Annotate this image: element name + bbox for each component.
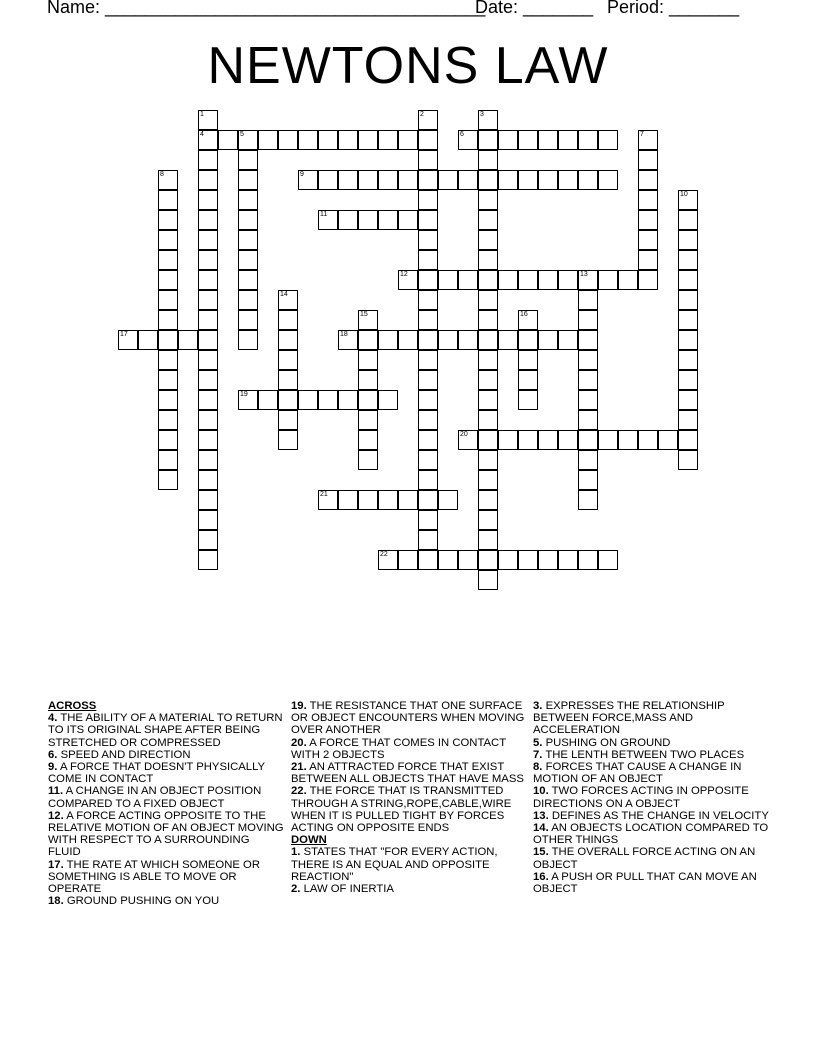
grid-cell[interactable] xyxy=(678,350,698,370)
grid-cell[interactable] xyxy=(638,230,658,250)
grid-cell[interactable] xyxy=(518,350,538,370)
grid-cell[interactable] xyxy=(558,270,578,290)
grid-cell[interactable] xyxy=(278,410,298,430)
grid-cell[interactable] xyxy=(578,170,598,190)
grid-cell[interactable] xyxy=(198,190,218,210)
grid-cell[interactable] xyxy=(538,330,558,350)
clue-across-6: 6. SPEED AND DIRECTION xyxy=(48,748,191,761)
grid-cell[interactable] xyxy=(178,330,198,350)
grid-cell[interactable] xyxy=(578,350,598,370)
grid-cell[interactable] xyxy=(478,390,498,410)
grid-cell[interactable] xyxy=(518,390,538,410)
grid-cell[interactable] xyxy=(278,130,298,150)
grid-cell[interactable] xyxy=(118,330,138,350)
grid-cell[interactable] xyxy=(198,230,218,250)
grid-cell[interactable] xyxy=(318,170,338,190)
grid-cell[interactable] xyxy=(418,270,438,290)
grid-cell[interactable] xyxy=(478,510,498,530)
grid-cell[interactable] xyxy=(398,270,418,290)
clue-down-1: 1. STATES THAT "FOR EVERY ACTION, THERE IS AN EQUAL AND OPPOSITE REACTION" xyxy=(291,846,498,883)
clue-down-16: 16. A PUSH OR PULL THAT CAN MOVE AN OBJECT xyxy=(533,870,757,896)
grid-cell[interactable] xyxy=(358,410,378,430)
clue-down-8: 8. FORCES THAT CAUSE A CHANGE IN MOTION OF AN OBJECT xyxy=(533,761,742,786)
grid-cell[interactable] xyxy=(478,130,498,150)
grid-cell[interactable] xyxy=(478,450,498,470)
grid-cell[interactable] xyxy=(478,430,498,450)
grid-cell[interactable] xyxy=(418,210,438,230)
grid-cell[interactable] xyxy=(578,390,598,410)
grid-cell[interactable] xyxy=(198,210,218,230)
grid-cell[interactable] xyxy=(198,330,218,350)
grid-cell[interactable] xyxy=(258,130,278,150)
grid-cell[interactable] xyxy=(678,230,698,250)
clue-across-12: 12. A FORCE ACTING OPPOSITE TO THE RELATIVE MOTION OF AN OBJECT MOVING WITH RESPECT TO A SURROUNDING FLUID xyxy=(48,809,284,859)
grid-cell[interactable] xyxy=(518,310,538,330)
clue-column-2 xyxy=(291,700,527,895)
grid-cell[interactable] xyxy=(198,430,218,450)
grid-cell[interactable] xyxy=(338,170,358,190)
grid-cell[interactable] xyxy=(418,470,438,490)
clue-across-22: 22. THE FORCE THAT IS TRANSMITTED THROUGH A STRING,ROPE,CABLE,WIRE WHEN IT IS PULLED TIGHT BY FORCES ACTING ON OPPOSITE ENDS xyxy=(291,785,512,835)
date-field-label[interactable]: Date: _______ xyxy=(475,0,594,17)
grid-cell[interactable] xyxy=(438,270,458,290)
grid-cell[interactable] xyxy=(478,210,498,230)
grid-cell[interactable] xyxy=(458,270,478,290)
clue-number: 7 xyxy=(640,131,644,138)
grid-cell[interactable] xyxy=(378,490,398,510)
period-field-label[interactable]: Period: _______ xyxy=(607,0,740,17)
clue-number: 2 xyxy=(420,111,424,118)
clue-number: 10 xyxy=(680,191,688,198)
grid-cell[interactable] xyxy=(538,170,558,190)
grid-cell[interactable] xyxy=(498,170,518,190)
grid-cell[interactable] xyxy=(378,170,398,190)
grid-cell[interactable] xyxy=(238,190,258,210)
grid-cell[interactable] xyxy=(238,230,258,250)
grid-cell[interactable] xyxy=(198,150,218,170)
grid-cell[interactable] xyxy=(278,290,298,310)
clue-down-7: 7. THE LENTH BETWEEN TWO PLACES xyxy=(533,748,745,761)
grid-cell[interactable] xyxy=(158,330,178,350)
grid-cell[interactable] xyxy=(578,290,598,310)
grid-cell[interactable] xyxy=(158,390,178,410)
grid-cell[interactable] xyxy=(578,470,598,490)
grid-cell[interactable] xyxy=(678,210,698,230)
grid-cell[interactable] xyxy=(398,130,418,150)
clue-across-9: 9. A FORCE THAT DOESN'T PHYSICALLY COME IN CONTACT xyxy=(48,761,265,786)
clue-across-20: 20. A FORCE THAT COMES IN CONTACT WITH 2 OBJECTS xyxy=(291,736,506,761)
across-heading: ACROSS xyxy=(48,700,97,712)
grid-cell[interactable] xyxy=(258,390,278,410)
grid-cell[interactable] xyxy=(598,170,618,190)
grid-cell[interactable] xyxy=(358,430,378,450)
grid-cell[interactable] xyxy=(478,310,498,330)
grid-cell[interactable] xyxy=(638,150,658,170)
grid-cell[interactable] xyxy=(158,210,178,230)
grid-cell[interactable] xyxy=(318,490,338,510)
grid-cell[interactable] xyxy=(538,270,558,290)
grid-cell[interactable] xyxy=(358,370,378,390)
grid-cell[interactable] xyxy=(358,130,378,150)
grid-cell[interactable] xyxy=(478,550,498,570)
grid-cell[interactable] xyxy=(678,310,698,330)
grid-cell[interactable] xyxy=(158,190,178,210)
grid-cell[interactable] xyxy=(458,170,478,190)
grid-cell[interactable] xyxy=(478,350,498,370)
grid-cell[interactable] xyxy=(658,430,678,450)
clue-number: 16 xyxy=(520,311,528,318)
grid-cell[interactable] xyxy=(578,450,598,470)
grid-cell[interactable] xyxy=(398,490,418,510)
grid-cell[interactable] xyxy=(358,210,378,230)
clue-down-3: 3. EXPRESSES THE RELATIONSHIP BETWEEN FORCE,MASS AND ACCELERATION xyxy=(533,700,725,737)
grid-cell[interactable] xyxy=(238,330,258,350)
grid-cell[interactable] xyxy=(478,530,498,550)
grid-cell[interactable] xyxy=(578,370,598,390)
grid-cell[interactable] xyxy=(158,170,178,190)
grid-cell[interactable] xyxy=(338,330,358,350)
grid-cell[interactable] xyxy=(518,330,538,350)
grid-cell[interactable] xyxy=(378,330,398,350)
clue-number: 4 xyxy=(200,131,204,138)
clue-number: 13 xyxy=(580,271,588,278)
clue-across-4: 4. THE ABILITY OF A MATERIAL TO RETURN TO ITS ORIGINAL SHAPE AFTER BEING STRETCHED OR COMPRESSED xyxy=(48,712,283,749)
grid-cell[interactable] xyxy=(558,170,578,190)
grid-cell[interactable] xyxy=(678,410,698,430)
grid-cell[interactable] xyxy=(398,550,418,570)
grid-cell[interactable] xyxy=(438,490,458,510)
grid-cell[interactable] xyxy=(418,530,438,550)
clue-number: 21 xyxy=(320,491,328,498)
grid-cell[interactable] xyxy=(418,410,438,430)
grid-cell[interactable] xyxy=(298,130,318,150)
grid-cell[interactable] xyxy=(398,330,418,350)
clue-number: 15 xyxy=(360,311,368,318)
grid-cell[interactable] xyxy=(278,390,298,410)
grid-cell[interactable] xyxy=(418,390,438,410)
clue-number: 6 xyxy=(460,131,464,138)
grid-cell[interactable] xyxy=(198,250,218,270)
grid-cell[interactable] xyxy=(458,430,478,450)
grid-cell[interactable] xyxy=(678,330,698,350)
grid-cell[interactable] xyxy=(338,390,358,410)
grid-cell[interactable] xyxy=(198,110,218,130)
grid-cell[interactable] xyxy=(498,330,518,350)
grid-cell[interactable] xyxy=(418,110,438,130)
grid-cell[interactable] xyxy=(418,430,438,450)
grid-cell[interactable] xyxy=(238,270,258,290)
grid-cell[interactable] xyxy=(498,550,518,570)
clue-down-2: 2. LAW OF INERTIA xyxy=(291,883,394,896)
grid-cell[interactable] xyxy=(238,310,258,330)
clue-number: 14 xyxy=(280,291,288,298)
grid-cell[interactable] xyxy=(318,390,338,410)
grid-cell[interactable] xyxy=(678,250,698,270)
clue-across-18: 18. GROUND PUSHING ON YOU xyxy=(48,895,220,908)
grid-cell[interactable] xyxy=(338,130,358,150)
grid-cell[interactable] xyxy=(478,110,498,130)
grid-cell[interactable] xyxy=(518,550,538,570)
clue-number: 11 xyxy=(320,211,328,218)
grid-cell[interactable] xyxy=(438,330,458,350)
grid-cell[interactable] xyxy=(278,430,298,450)
grid-cell[interactable] xyxy=(418,290,438,310)
grid-cell[interactable] xyxy=(198,450,218,470)
grid-cell[interactable] xyxy=(238,390,258,410)
grid-cell[interactable] xyxy=(598,430,618,450)
grid-cell[interactable] xyxy=(638,170,658,190)
grid-cell[interactable] xyxy=(518,270,538,290)
grid-cell[interactable] xyxy=(198,530,218,550)
clue-down-14: 14. AN OBJECTS LOCATION COMPARED TO OTHER THINGS xyxy=(533,822,769,847)
grid-cell[interactable] xyxy=(378,550,398,570)
grid-cell[interactable] xyxy=(518,130,538,150)
grid-cell[interactable] xyxy=(238,130,258,150)
grid-cell[interactable] xyxy=(158,290,178,310)
grid-cell[interactable] xyxy=(358,390,378,410)
grid-cell[interactable] xyxy=(538,130,558,150)
grid-cell[interactable] xyxy=(638,190,658,210)
grid-cell[interactable] xyxy=(598,550,618,570)
grid-cell[interactable] xyxy=(638,130,658,150)
clue-number: 3 xyxy=(480,111,484,118)
grid-cell[interactable] xyxy=(578,410,598,430)
grid-cell[interactable] xyxy=(418,170,438,190)
down-heading: DOWN xyxy=(291,834,327,847)
grid-cell[interactable] xyxy=(418,250,438,270)
grid-cell[interactable] xyxy=(398,210,418,230)
grid-cell[interactable] xyxy=(198,290,218,310)
grid-cell[interactable] xyxy=(578,330,598,350)
grid-cell[interactable] xyxy=(578,270,598,290)
grid-cell[interactable] xyxy=(198,390,218,410)
clue-number: 19 xyxy=(240,391,248,398)
grid-cell[interactable] xyxy=(238,250,258,270)
grid-cell[interactable] xyxy=(218,130,238,150)
grid-cell[interactable] xyxy=(558,130,578,150)
grid-cell[interactable] xyxy=(298,170,318,190)
grid-cell[interactable] xyxy=(678,450,698,470)
grid-cell[interactable] xyxy=(198,310,218,330)
grid-cell[interactable] xyxy=(358,350,378,370)
grid-cell[interactable] xyxy=(198,510,218,530)
grid-cell[interactable] xyxy=(478,290,498,310)
grid-cell[interactable] xyxy=(638,270,658,290)
grid-cell[interactable] xyxy=(238,170,258,190)
clue-across-21: 21. AN ATTRACTED FORCE THAT EXIST BETWEEN ALL OBJECTS THAT HAVE MASS xyxy=(291,761,524,786)
grid-cell[interactable] xyxy=(378,390,398,410)
grid-cell[interactable] xyxy=(418,550,438,570)
grid-cell[interactable] xyxy=(638,430,658,450)
grid-cell[interactable] xyxy=(358,450,378,470)
clue-number: 18 xyxy=(340,331,348,338)
grid-cell[interactable] xyxy=(458,550,478,570)
clue-down-13: 13. DEFINES AS THE CHANGE IN VELOCITY xyxy=(533,809,769,822)
grid-cell[interactable] xyxy=(418,190,438,210)
grid-cell[interactable] xyxy=(458,130,478,150)
clue-column-1 xyxy=(48,700,284,907)
grid-cell[interactable] xyxy=(238,290,258,310)
grid-cell[interactable] xyxy=(578,310,598,330)
grid-cell[interactable] xyxy=(298,390,318,410)
grid-cell[interactable] xyxy=(478,490,498,510)
clue-down-15: 15. THE OVERALL FORCE ACTING ON AN OBJECT xyxy=(533,846,756,871)
grid-cell[interactable] xyxy=(158,410,178,430)
grid-cell[interactable] xyxy=(558,430,578,450)
grid-cell[interactable] xyxy=(478,570,498,590)
grid-cell[interactable] xyxy=(538,550,558,570)
grid-cell[interactable] xyxy=(478,330,498,350)
clue-down-5: 5. PUSHING ON GROUND xyxy=(533,736,671,749)
grid-cell[interactable] xyxy=(418,310,438,330)
grid-cell[interactable] xyxy=(638,210,658,230)
grid-cell[interactable] xyxy=(158,350,178,370)
clue-down-10: 10. TWO FORCES ACTING IN OPPOSITE DIRECTIONS ON A OBJECT xyxy=(533,785,749,810)
grid-cell[interactable] xyxy=(478,370,498,390)
clue-across-19: 19. THE RESISTANCE THAT ONE SURFACE OR OBJECT ENCOUNTERS WHEN MOVING OVER ANOTHER xyxy=(291,700,525,737)
grid-cell[interactable] xyxy=(478,270,498,290)
name-field-label[interactable]: Name: ______________________________________ xyxy=(47,0,486,17)
grid-cell[interactable] xyxy=(358,490,378,510)
grid-cell[interactable] xyxy=(638,250,658,270)
grid-cell[interactable] xyxy=(198,270,218,290)
clue-across-17: 17. THE RATE AT WHICH SOMEONE OR SOMETHING IS ABLE TO MOVE OR OPERATE xyxy=(48,858,260,896)
grid-cell[interactable] xyxy=(498,430,518,450)
grid-cell[interactable] xyxy=(158,450,178,470)
clue-number: 17 xyxy=(120,331,128,338)
grid-cell[interactable] xyxy=(678,370,698,390)
clue-number: 5 xyxy=(240,131,244,138)
grid-cell[interactable] xyxy=(498,270,518,290)
page-title: NEWTONS LAW xyxy=(207,37,609,95)
grid-cell[interactable] xyxy=(498,130,518,150)
grid-cell[interactable] xyxy=(678,190,698,210)
grid-cell[interactable] xyxy=(278,330,298,350)
clue-column-3 xyxy=(533,700,769,895)
grid-cell[interactable] xyxy=(278,350,298,370)
clue-number: 12 xyxy=(400,271,408,278)
grid-cell[interactable] xyxy=(438,550,458,570)
grid-cell[interactable] xyxy=(478,150,498,170)
grid-cell[interactable] xyxy=(578,130,598,150)
grid-cell[interactable] xyxy=(618,270,638,290)
clue-number: 22 xyxy=(380,551,388,558)
grid-cell[interactable] xyxy=(418,490,438,510)
clue-number: 1 xyxy=(200,111,204,118)
grid-cell[interactable] xyxy=(378,130,398,150)
grid-cell[interactable] xyxy=(198,470,218,490)
grid-cell[interactable] xyxy=(678,390,698,410)
grid-cell[interactable] xyxy=(378,210,398,230)
grid-cell[interactable] xyxy=(198,410,218,430)
grid-cell[interactable] xyxy=(158,230,178,250)
grid-cell[interactable] xyxy=(418,510,438,530)
grid-cell[interactable] xyxy=(598,270,618,290)
grid-cell[interactable] xyxy=(518,430,538,450)
grid-cell[interactable] xyxy=(598,130,618,150)
grid-cell[interactable] xyxy=(478,170,498,190)
grid-cell[interactable] xyxy=(158,310,178,330)
grid-cell[interactable] xyxy=(478,250,498,270)
grid-cell[interactable] xyxy=(338,490,358,510)
grid-cell[interactable] xyxy=(418,450,438,470)
grid-cell[interactable] xyxy=(578,550,598,570)
clue-number: 20 xyxy=(460,431,468,438)
grid-cell[interactable] xyxy=(578,430,598,450)
grid-cell[interactable] xyxy=(338,210,358,230)
grid-cell[interactable] xyxy=(198,370,218,390)
grid-cell[interactable] xyxy=(238,210,258,230)
grid-cell[interactable] xyxy=(558,550,578,570)
grid-cell[interactable] xyxy=(158,470,178,490)
grid-cell[interactable] xyxy=(198,350,218,370)
grid-cell[interactable] xyxy=(518,370,538,390)
grid-cell[interactable] xyxy=(198,490,218,510)
grid-cell[interactable] xyxy=(418,370,438,390)
clue-number: 9 xyxy=(300,171,304,178)
grid-cell[interactable] xyxy=(158,370,178,390)
grid-cell[interactable] xyxy=(418,130,438,150)
grid-cell[interactable] xyxy=(478,230,498,250)
grid-cell[interactable] xyxy=(358,310,378,330)
grid-cell[interactable] xyxy=(278,310,298,330)
grid-cell[interactable] xyxy=(278,370,298,390)
grid-cell[interactable] xyxy=(578,490,598,510)
grid-cell[interactable] xyxy=(558,330,578,350)
grid-cell[interactable] xyxy=(398,170,418,190)
grid-cell[interactable] xyxy=(478,410,498,430)
grid-cell[interactable] xyxy=(678,290,698,310)
grid-cell[interactable] xyxy=(418,230,438,250)
grid-cell[interactable] xyxy=(618,430,638,450)
grid-cell[interactable] xyxy=(678,430,698,450)
grid-cell[interactable] xyxy=(158,250,178,270)
grid-cell[interactable] xyxy=(158,430,178,450)
grid-cell[interactable] xyxy=(478,470,498,490)
grid-cell[interactable] xyxy=(318,130,338,150)
grid-cell[interactable] xyxy=(238,150,258,170)
grid-cell[interactable] xyxy=(418,330,438,350)
grid-cell[interactable] xyxy=(438,170,458,190)
clue-across-11: 11. A CHANGE IN AN OBJECT POSITION COMPARED TO A FIXED OBJECT xyxy=(48,785,262,810)
grid-cell[interactable] xyxy=(158,270,178,290)
clue-number: 8 xyxy=(160,171,164,178)
grid-cell[interactable] xyxy=(478,190,498,210)
grid-cell[interactable] xyxy=(418,150,438,170)
grid-cell[interactable] xyxy=(358,330,378,350)
grid-cell[interactable] xyxy=(198,130,218,150)
grid-cell[interactable] xyxy=(198,550,218,570)
grid-cell[interactable] xyxy=(458,330,478,350)
grid-cell[interactable] xyxy=(138,330,158,350)
grid-cell[interactable] xyxy=(518,170,538,190)
grid-cell[interactable] xyxy=(318,210,338,230)
grid-cell[interactable] xyxy=(538,430,558,450)
grid-cell[interactable] xyxy=(358,170,378,190)
grid-cell[interactable] xyxy=(418,350,438,370)
grid-cell[interactable] xyxy=(198,170,218,190)
grid-cell[interactable] xyxy=(678,270,698,290)
